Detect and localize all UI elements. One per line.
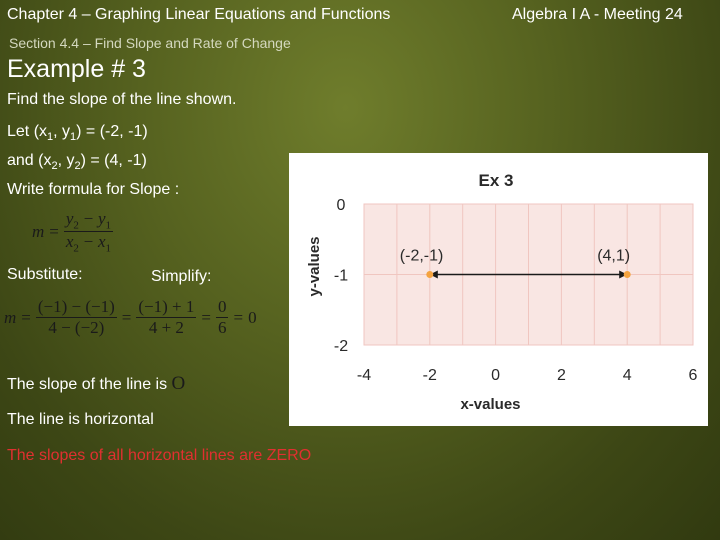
subst-fraction-1: $\frac{(-1) - (-1)}{4 - (-2)}$ bbox=[37, 297, 115, 337]
slope-result-value: O bbox=[171, 373, 186, 394]
y-axis-label: y-values bbox=[306, 236, 323, 297]
header-meeting-title: Algebra I A - Meeting 24 bbox=[512, 6, 683, 23]
slope-result-statement bbox=[7, 373, 185, 395]
formula-m: m bbox=[32, 221, 45, 241]
data-point bbox=[624, 271, 631, 278]
subst-equals-4: = bbox=[233, 307, 244, 327]
y-tick-label: -2 bbox=[333, 338, 349, 355]
y-tick-label: 0 bbox=[336, 197, 346, 214]
data-point-label: (-2,-1) bbox=[399, 247, 444, 265]
simplify-label: Simplify: bbox=[151, 268, 212, 285]
x-tick-label: 6 bbox=[688, 367, 698, 384]
zero-slope-rule: The slopes of all horizontal lines are ZERO bbox=[7, 447, 312, 464]
slope-chart bbox=[289, 153, 708, 426]
chart-title: Ex 3 bbox=[478, 171, 514, 190]
subst-equals-2: = bbox=[121, 307, 132, 327]
data-point bbox=[426, 271, 433, 278]
subst-m: m bbox=[4, 307, 17, 327]
x-tick-label: 2 bbox=[556, 367, 566, 384]
example-title: Example # 3 bbox=[7, 55, 146, 83]
substitute-label: Substitute: bbox=[7, 266, 83, 283]
write-formula-label: Write formula for Slope : bbox=[7, 181, 180, 198]
section-subtitle: Section 4.4 – Find Slope and Rate of Change bbox=[9, 35, 291, 51]
x-tick-label: -2 bbox=[422, 367, 437, 384]
instruction-find-slope: Find the slope of the line shown. bbox=[7, 91, 237, 108]
substitution-equation bbox=[4, 297, 257, 338]
subst-fraction-2: $\frac{(-1) + 1}{4 + 2}$ bbox=[138, 297, 195, 337]
point-one-statement: Let ($x_1$, $y_1) = (-2$, -1) bbox=[7, 123, 148, 144]
point-two-statement: and ($x_2$, $y_2) = (4$, -1) bbox=[7, 152, 147, 173]
y-tick-label: -1 bbox=[333, 267, 349, 285]
x-tick-label: 0 bbox=[491, 367, 501, 384]
slope-result-text: The slope of the line is bbox=[7, 376, 168, 393]
x-tick-label: -4 bbox=[356, 367, 372, 384]
slope-formula bbox=[32, 209, 113, 255]
horizontal-statement: The line is horizontal bbox=[7, 411, 154, 428]
subst-equals-1: = bbox=[21, 307, 31, 327]
x-tick-label: 4 bbox=[622, 367, 632, 384]
subst-fraction-3: $\frac{0}{6}$ bbox=[217, 297, 227, 337]
formula-equals: = bbox=[49, 221, 59, 241]
chart-svg bbox=[289, 153, 708, 426]
subst-equals-3: = bbox=[201, 307, 211, 327]
subst-result: 0 bbox=[248, 307, 257, 327]
header-chapter-title: Chapter 4 – Graphing Linear Equations and Functions bbox=[7, 6, 391, 23]
formula-fraction: $\frac{y_2 - y_1}{x_2 - x_1}$ bbox=[65, 209, 112, 255]
x-axis-label: x-values bbox=[460, 396, 521, 413]
data-point-label: (4,1) bbox=[597, 247, 631, 265]
